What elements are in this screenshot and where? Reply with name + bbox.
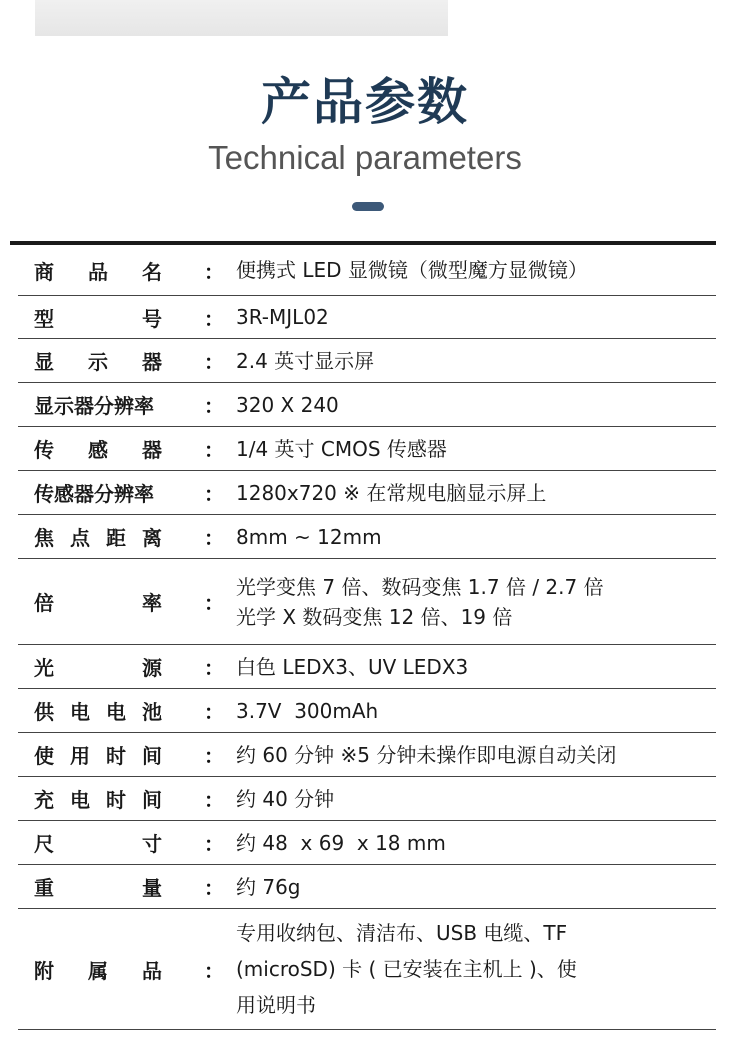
spec-label-char: 名 [142, 259, 162, 284]
spec-label [18, 652, 176, 681]
spec-row [18, 515, 716, 559]
spec-value: 8mm ~ 12mm [236, 524, 382, 549]
spec-colon: ： [204, 394, 224, 418]
spec-colon: ： [204, 350, 224, 374]
spec-label: 显示器分辨率 [34, 394, 154, 418]
spec-label-char: 池 [142, 700, 162, 724]
spec-label-char: 距 [106, 526, 126, 550]
spec-label [18, 872, 176, 901]
spec-row [18, 733, 716, 777]
spec-value: 约 60 分钟 ※5 分钟未操作即电源自动关闭 [236, 742, 617, 767]
spec-label-char: 器 [142, 350, 162, 374]
spec-label-char: 焦 [34, 526, 54, 550]
spec-value: 便携式 LED 显微镜（微型魔方显微镜） [236, 258, 588, 282]
spec-colon: ： [204, 788, 224, 812]
spec-colon: ： [204, 482, 224, 506]
spec-label [18, 303, 176, 332]
spec-colon: ： [204, 958, 224, 983]
spec-colon: ： [204, 876, 224, 900]
spec-row [18, 245, 716, 296]
spec-label-char: 示 [88, 350, 108, 374]
spec-row [18, 339, 716, 383]
spec-label-char: 传 [34, 438, 54, 462]
spec-row [18, 427, 716, 471]
spec-label-char: 时 [106, 788, 126, 812]
spec-row [18, 777, 716, 821]
spec-value: 约 48 x 69 x 18 mm [236, 830, 446, 855]
spec-colon: ： [204, 306, 224, 331]
page-subtitle: Technical parameters [208, 139, 522, 176]
spec-value: 光学变焦 7 倍、数码变焦 1.7 倍 / 2.7 倍 光学 X 数码变焦 12 倍、19 倍 [236, 574, 604, 629]
spec-label [18, 434, 176, 463]
spec-label-char: 点 [70, 526, 90, 550]
spec-row [18, 821, 716, 865]
spec-label-char: 属 [88, 958, 108, 983]
spec-label [18, 587, 176, 616]
spec-label-char: 率 [142, 591, 162, 615]
spec-colon: ： [204, 438, 224, 462]
spec-label [18, 522, 176, 551]
spec-label-char: 器 [142, 438, 162, 462]
spec-label-char: 号 [142, 306, 162, 331]
spec-label-char: 电 [106, 700, 126, 724]
spec-label-char: 品 [88, 259, 108, 284]
spec-row [18, 559, 716, 645]
spec-label [18, 955, 176, 984]
spec-label-char: 间 [142, 744, 162, 768]
spec-label-char: 寸 [142, 832, 162, 856]
spec-row [18, 689, 716, 733]
spec-value: 1/4 英寸 CMOS 传感器 [236, 436, 447, 461]
spec-label [18, 740, 176, 769]
spec-label [18, 784, 176, 813]
spec-value: 3.7V 300mAh [236, 698, 379, 723]
spec-label: 传感器分辨率 [34, 482, 154, 506]
spec-label-char: 光 [34, 656, 54, 680]
spec-row [18, 909, 716, 1030]
top-product-image-strip [35, 0, 448, 36]
spec-label-char: 离 [142, 526, 162, 550]
spec-label [18, 696, 176, 725]
spec-label-char: 显 [34, 350, 54, 374]
spec-label-char: 电 [70, 788, 90, 812]
spec-colon: ： [204, 656, 224, 680]
spec-label-char: 尺 [34, 832, 54, 856]
spec-colon: ： [204, 591, 224, 615]
spec-label [18, 346, 176, 375]
page-title: 产品参数 [261, 73, 469, 131]
spec-row [18, 296, 716, 339]
spec-row [18, 865, 716, 909]
spec-label-char: 间 [142, 788, 162, 812]
spec-row [18, 471, 716, 515]
spec-label-char: 倍 [34, 591, 54, 615]
spec-value: 1280x720 ※ 在常规电脑显示屏上 [236, 480, 547, 505]
spec-colon: ： [204, 744, 224, 768]
spec-label-char: 量 [142, 876, 162, 900]
spec-label-char: 充 [34, 788, 54, 812]
spec-label-char: 电 [70, 700, 90, 724]
spec-label [18, 828, 176, 857]
spec-row [18, 383, 716, 427]
spec-colon: ： [204, 832, 224, 856]
spec-value: 2.4 英寸显示屏 [236, 348, 375, 373]
spec-label-char: 用 [70, 744, 90, 768]
spec-label-char: 感 [88, 438, 108, 462]
spec-value: 专用收纳包、清洁布、USB 电缆、TF (microSD) 卡 ( 已安装在主机上 )、使 用说明书 [236, 921, 577, 1017]
spec-colon: ： [204, 259, 224, 284]
spec-label-char: 重 [34, 876, 54, 900]
spec-label-char: 品 [142, 958, 162, 983]
spec-colon: ： [204, 700, 224, 724]
spec-label [18, 256, 176, 285]
spec-value: 约 40 分钟 [236, 786, 335, 811]
spec-value: 320 X 240 [236, 392, 339, 417]
spec-label-char: 源 [142, 656, 162, 680]
spec-label-char: 型 [34, 306, 54, 331]
spec-value: 白色 LEDX3、UV LEDX3 [236, 654, 469, 679]
spec-row [18, 645, 716, 689]
spec-label-char: 时 [106, 744, 126, 768]
title-accent-divider [352, 202, 384, 211]
spec-value: 约 76g [236, 874, 301, 899]
spec-label-char: 商 [34, 259, 54, 284]
spec-label-char: 使 [34, 744, 54, 768]
spec-table [10, 241, 716, 1030]
spec-label-char: 附 [34, 958, 54, 983]
spec-label-char: 供 [34, 700, 54, 724]
spec-value: 3R-MJL02 [236, 305, 329, 329]
spec-colon: ： [204, 526, 224, 550]
